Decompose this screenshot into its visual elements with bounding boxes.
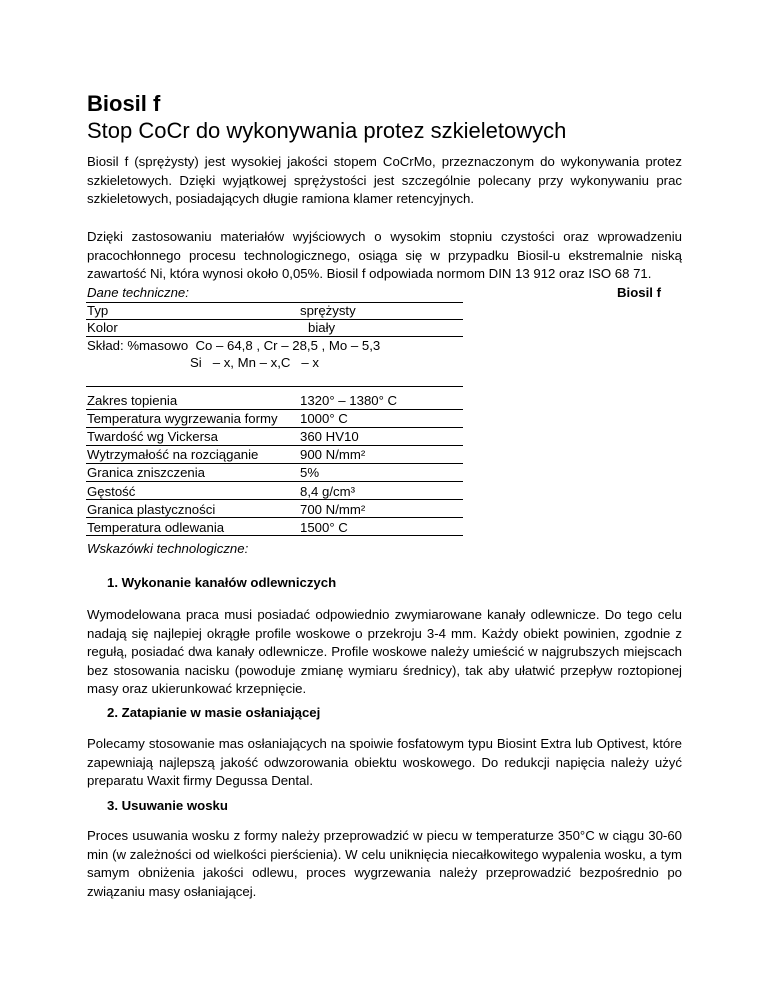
table-row <box>87 411 462 427</box>
tech-data-label: Dane techniczne: <box>87 285 189 300</box>
table-divider <box>86 445 463 446</box>
row-label: Gęstość <box>87 483 136 499</box>
row-label: Wytrzymałość na rozciąganie <box>87 447 259 463</box>
row-label: Kolor <box>87 320 118 335</box>
intro-paragraph-2: Dzięki zastosowaniu materiałów wyjściowych o wysokim stopniu czystości oraz wprowadzeniu pracochłonnego procesu technologicznego, osiąga się w przypadku Biosil-u ekstremalnie niską zawartość Ni, która wynosi około 0,05%. Biosil f odpowiada normom DIN 13 912 oraz ISO 68 71. <box>87 229 682 281</box>
composition-line-1: Skład: %masowo Co – 64,8 , Cr – 28,5 , Mo – 5,3 <box>87 338 381 353</box>
row-value: 1000° C <box>300 411 348 427</box>
section-heading-3: 3. Usuwanie wosku <box>107 798 228 813</box>
row-label: Granica zniszczenia <box>87 465 206 481</box>
intro-paragraph-1: Biosil f (sprężysty) jest wysokiej jakości stopem CoCrMo, przeznaczonym do wykonywania protez szkieletowych. Dzięki wyjątkowej sprężystości jest szczególnie polecany przy wykonywaniu prac szkieletowych, posiadających długie ramiona klamer retencyjnych. <box>87 154 682 206</box>
table-row <box>87 465 462 481</box>
table-row <box>87 320 462 336</box>
composition-line-2: Si – x, Mn – x,C – x <box>190 355 319 370</box>
row-value: sprężysty <box>300 303 356 318</box>
document-title: Biosil f <box>87 91 161 116</box>
table-row <box>87 520 462 536</box>
row-label: Typ <box>87 303 109 318</box>
table-divider <box>86 463 463 464</box>
row-label: Temperatura odlewania <box>87 519 225 535</box>
table-row <box>87 303 462 319</box>
row-value: 1500° C <box>300 519 348 535</box>
table-divider <box>86 499 463 500</box>
table-divider <box>86 336 463 337</box>
row-value: 8,4 g/cm³ <box>300 483 355 499</box>
table-divider <box>86 535 463 536</box>
section-text-1: Wymodelowana praca musi posiadać odpowiednio zwymiarowane kanały odlewnicze. Do tego celu nadają się najlepiej okrągłe profile woskowe o przekroju 3-4 mm. Każdy obiekt powinien, zgodnie z regułą, posiadać dwa kanały odlewnicze. Profile woskowe należy umieścić w najgrubszych miejscach bez stosowania nacisku (powoduje zmianę wymiaru średnicy), tak aby ułatwić przepływ roztopionej masy oraz ukierunkować krzepnięcie. <box>87 607 682 696</box>
tech-col-header: Biosil f <box>617 285 661 300</box>
row-value: biały <box>308 320 336 335</box>
table-row <box>87 429 462 445</box>
table-row <box>87 447 462 463</box>
row-value: 1320° – 1380° C <box>300 393 398 408</box>
document-subtitle: Stop CoCr do wykonywania protez szkieletowych <box>87 118 567 143</box>
table-row <box>87 484 462 500</box>
guidelines-label: Wskazówki technologiczne: <box>87 541 249 556</box>
row-value: 360 HV10 <box>300 429 359 445</box>
table-divider <box>86 481 463 482</box>
section-heading-1: 1. Wykonanie kanałów odlewniczych <box>107 575 337 590</box>
section-text-2: Polecamy stosowanie mas osłaniających na spoiwie fosfatowym typu Biosint Extra lub Optivest, które zapewniają najlepszą jakość odwzorowania obiektu woskowego. Do redukcji napięcia należy użyć preparatu Waxit firmy Degussa Dental. <box>87 736 682 788</box>
row-label: Temperatura wygrzewania formy <box>87 411 278 427</box>
composition-row <box>87 338 462 354</box>
composition-row <box>87 355 462 371</box>
table-divider <box>86 517 463 518</box>
table-divider <box>86 427 463 428</box>
table-row <box>87 502 462 518</box>
table-divider <box>86 409 463 410</box>
row-value: 700 N/mm² <box>300 501 366 517</box>
section-text-3: Proces usuwania wosku z formy należy przeprowadzić w piecu w temperaturze 350°C w ciągu 30-60 min (w zależności od wielkości pierścienia). W celu uniknięcia niecałkowitego wypalenia wosku, a tym samym obniżenia jakości odlewu, proces wygrzewania należy przeprowadzić bezpośrednio po związaniu masy osłaniającej. <box>87 828 682 899</box>
section-heading-2: 2. Zatapianie w masie osłaniającej <box>107 705 321 720</box>
table-row <box>87 393 462 409</box>
row-value: 5% <box>300 465 320 481</box>
row-value: 900 N/mm² <box>300 447 366 463</box>
row-label: Granica plastyczności <box>87 501 216 517</box>
row-label: Twardość wg Vickersa <box>87 429 218 445</box>
table-divider <box>86 386 463 387</box>
row-label: Zakres topienia <box>87 393 178 408</box>
